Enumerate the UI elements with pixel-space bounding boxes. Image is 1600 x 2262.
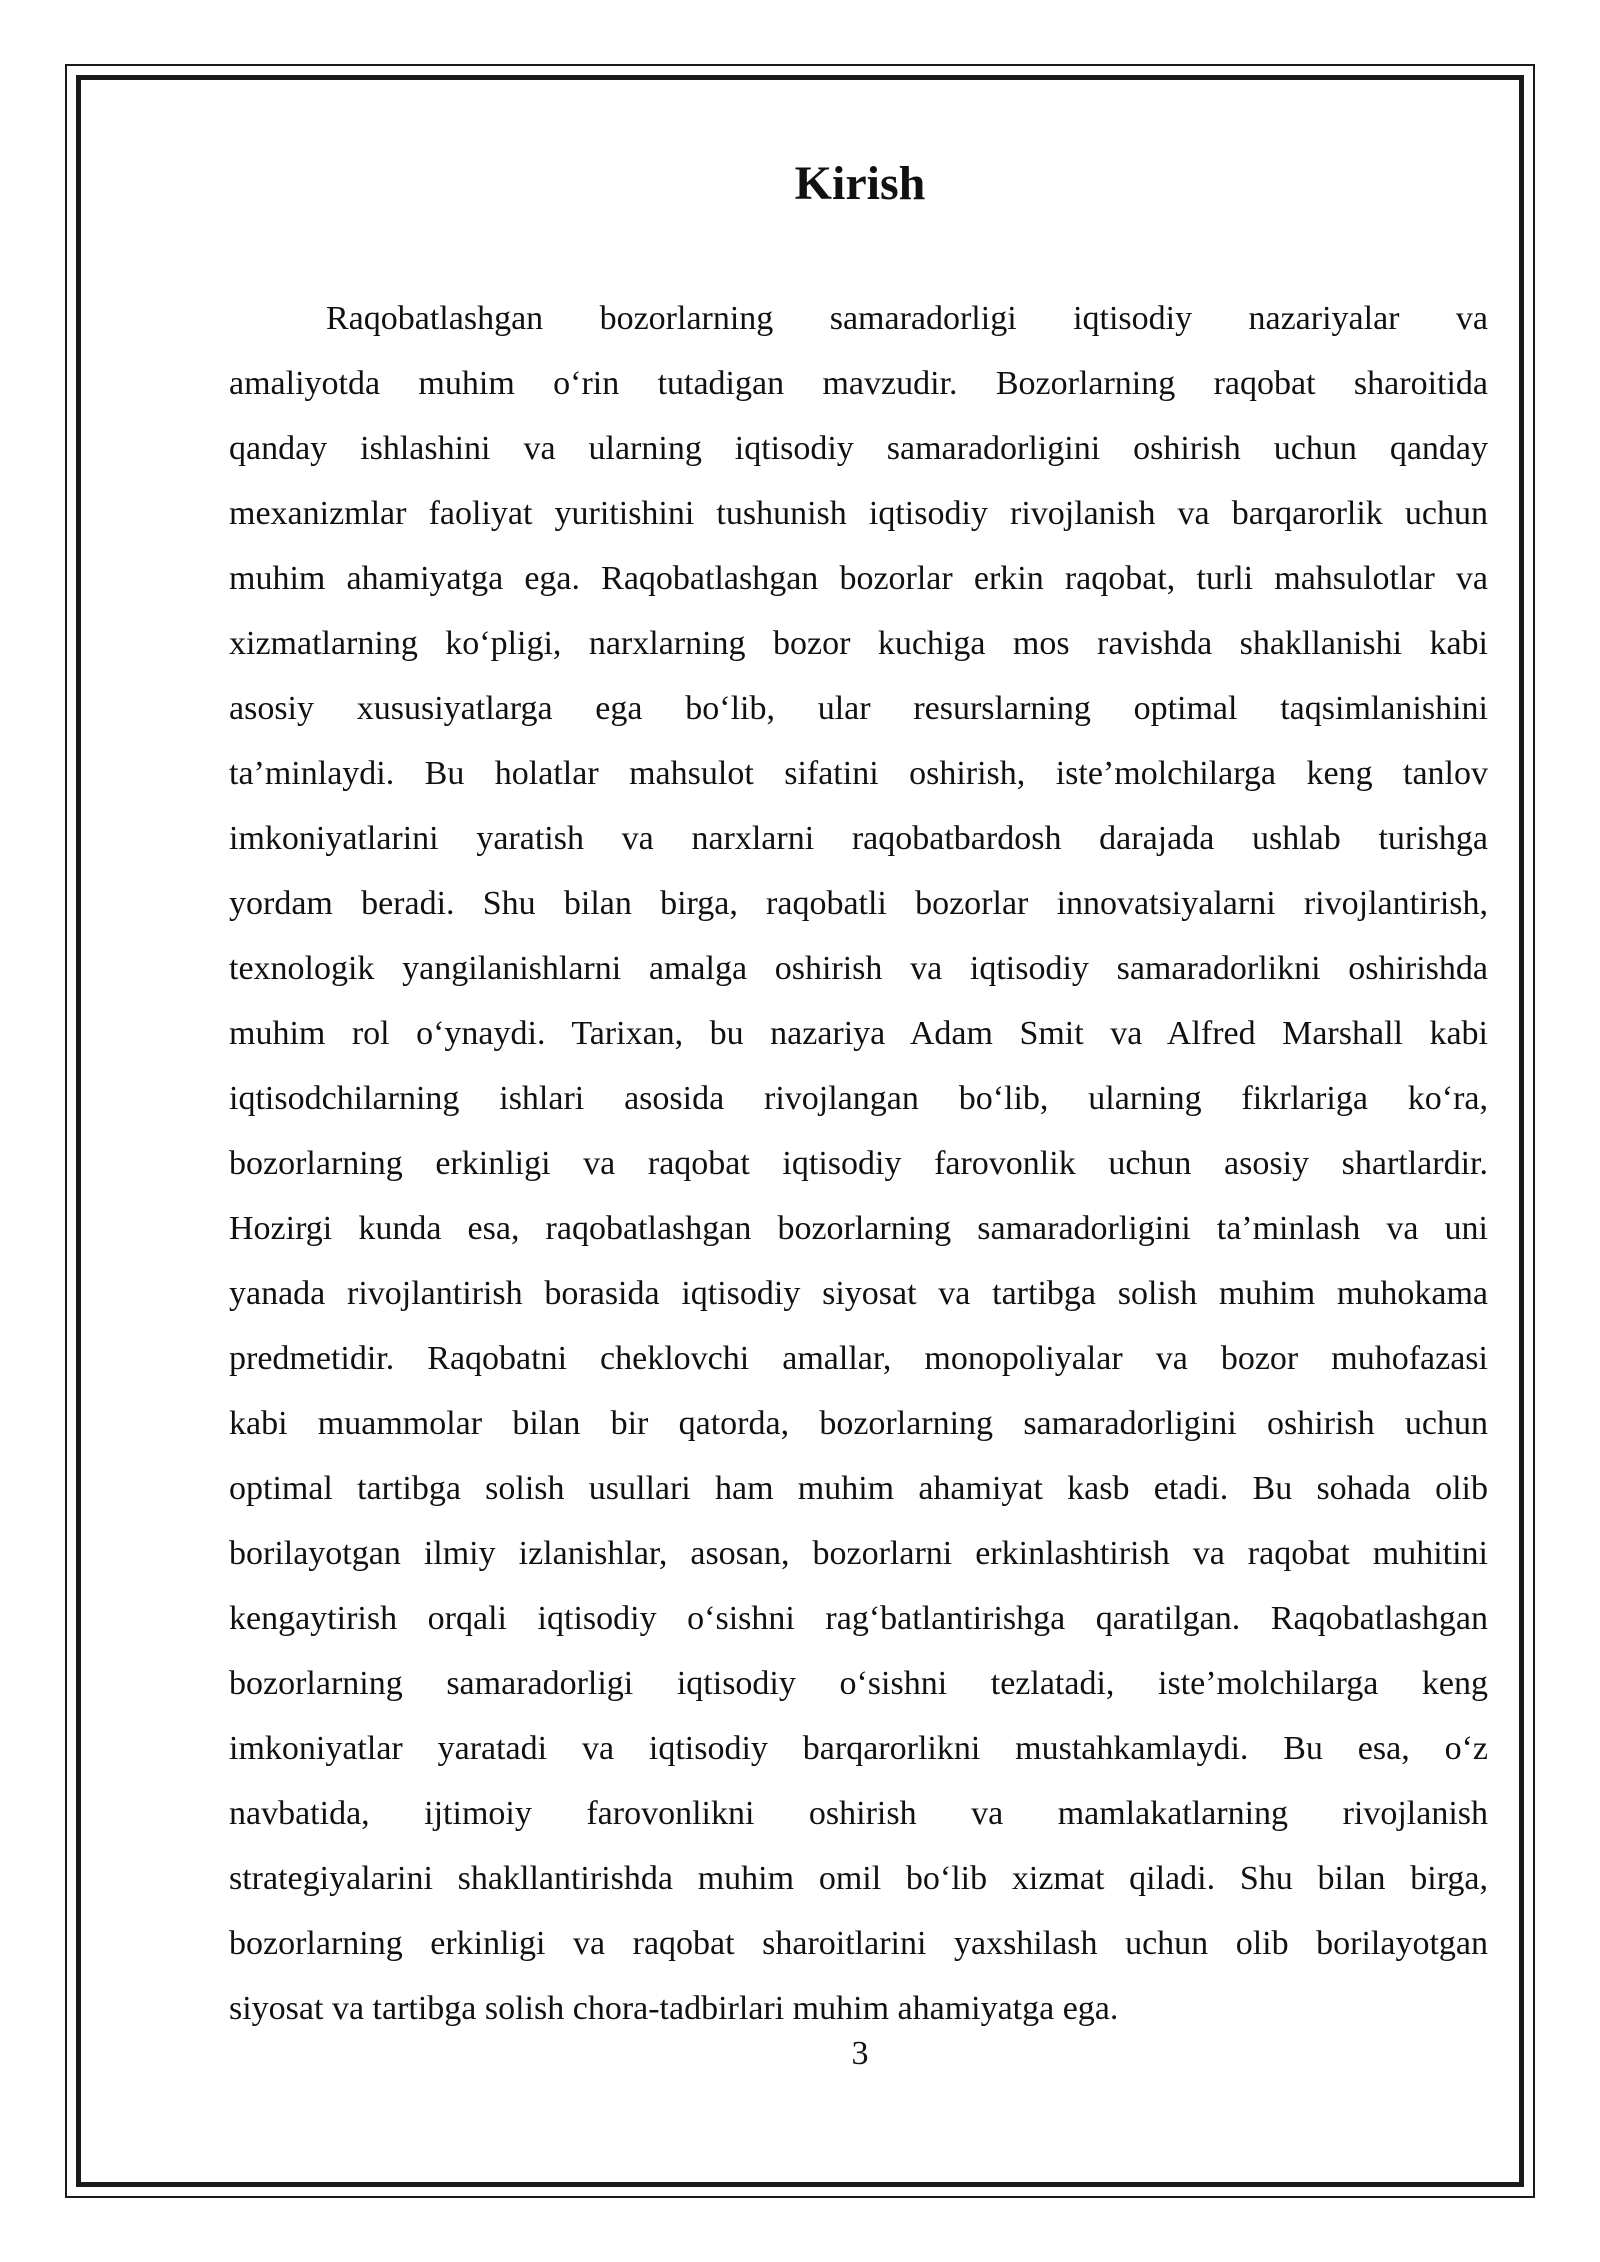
body-paragraph: [229, 286, 1488, 2041]
paragraph-line: qanday ishlashini va ularning iqtisodiy samaradorligini oshirish uchun qanday: [229, 430, 1488, 467]
paragraph-line: iqtisodchilarning ishlari asosida rivojlangan bo‘lib, ularning fikrlariga ko‘ra,: [229, 1080, 1488, 1117]
paragraph-line: xizmatlarning ko‘pligi, narxlarning bozor kuchiga mos ravishda shakllanishi kabi: [229, 625, 1488, 662]
paragraph-line: siyosat va tartibga solish chora-tadbirlari muhim ahamiyatga ega.: [229, 1990, 1119, 2027]
page-number: 3: [851, 2035, 869, 2072]
paragraph-line: mexanizmlar faoliyat yuritishini tushunish iqtisodiy rivojlanish va barqarorlik uchun: [229, 495, 1488, 532]
paragraph-line: predmetidir. Raqobatni cheklovchi amallar, monopoliyalar va bozor muhofazasi: [229, 1340, 1488, 1377]
paragraph-line: imkoniyatlar yaratadi va iqtisodiy barqarorlikni mustahkamlaydi. Bu esa, o‘z: [229, 1730, 1488, 1767]
paragraph-line: borilayotgan ilmiy izlanishlar, asosan, bozorlarni erkinlashtirish va raqobat muhitini: [229, 1535, 1488, 1572]
paragraph-line: ta’minlaydi. Bu holatlar mahsulot sifatini oshirish, iste’molchilarga keng tanlov: [229, 755, 1488, 792]
paragraph-line: strategiyalarini shakllantirishda muhim omil bo‘lib xizmat qiladi. Shu bilan birga,: [229, 1860, 1488, 1897]
paragraph-line: bozorlarning erkinligi va raqobat sharoitlarini yaxshilash uchun olib borilayotgan: [229, 1925, 1488, 1962]
paragraph-line: yordam beradi. Shu bilan birga, raqobatli bozorlar innovatsiyalarni rivojlantirish,: [229, 885, 1488, 922]
paragraph-line: amaliyotda muhim o‘rin tutadigan mavzudir. Bozorlarning raqobat sharoitida: [229, 365, 1488, 402]
paragraph-line: bozorlarning samaradorligi iqtisodiy o‘sishni tezlatadi, iste’molchilarga keng: [229, 1665, 1488, 1702]
paragraph-line: navbatida, ijtimoiy farovonlikni oshirish va mamlakatlarning rivojlanish: [229, 1795, 1488, 1832]
paragraph-line: kabi muammolar bilan bir qatorda, bozorlarning samaradorligini oshirish uchun: [229, 1405, 1488, 1442]
paragraph-line: asosiy xususiyatlarga ega bo‘lib, ular resurslarning optimal taqsimlanishini: [229, 690, 1488, 727]
paragraph-line: kengaytirish orqali iqtisodiy o‘sishni rag‘batlantirishga qaratilgan. Raqobatlashgan: [229, 1600, 1488, 1637]
paragraph-line: bozorlarning erkinligi va raqobat iqtisodiy farovonlik uchun asosiy shartlardir.: [229, 1145, 1488, 1182]
paragraph-line: yanada rivojlantirish borasida iqtisodiy siyosat va tartibga solish muhim muhokama: [229, 1275, 1488, 1312]
paragraph-line: imkoniyatlarini yaratish va narxlarni raqobatbardosh darajada ushlab turishga: [229, 820, 1488, 857]
page-title: Kirish: [794, 157, 926, 210]
paragraph-line: texnologik yangilanishlarni amalga oshirish va iqtisodiy samaradorlikni oshirishda: [229, 950, 1488, 987]
paragraph-line: muhim rol o‘ynaydi. Tarixan, bu nazariya Adam Smit va Alfred Marshall kabi: [229, 1015, 1488, 1052]
paragraph-line: muhim ahamiyatga ega. Raqobatlashgan bozorlar erkin raqobat, turli mahsulotlar va: [229, 560, 1488, 597]
paragraph-line: Raqobatlashgan bozorlarning samaradorligi iqtisodiy nazariyalar va: [326, 300, 1488, 337]
paragraph-line: optimal tartibga solish usullari ham muhim ahamiyat kasb etadi. Bu sohada olib: [229, 1470, 1488, 1507]
paragraph-line: Hozirgi kunda esa, raqobatlashgan bozorlarning samaradorligini ta’minlash va uni: [229, 1210, 1488, 1247]
